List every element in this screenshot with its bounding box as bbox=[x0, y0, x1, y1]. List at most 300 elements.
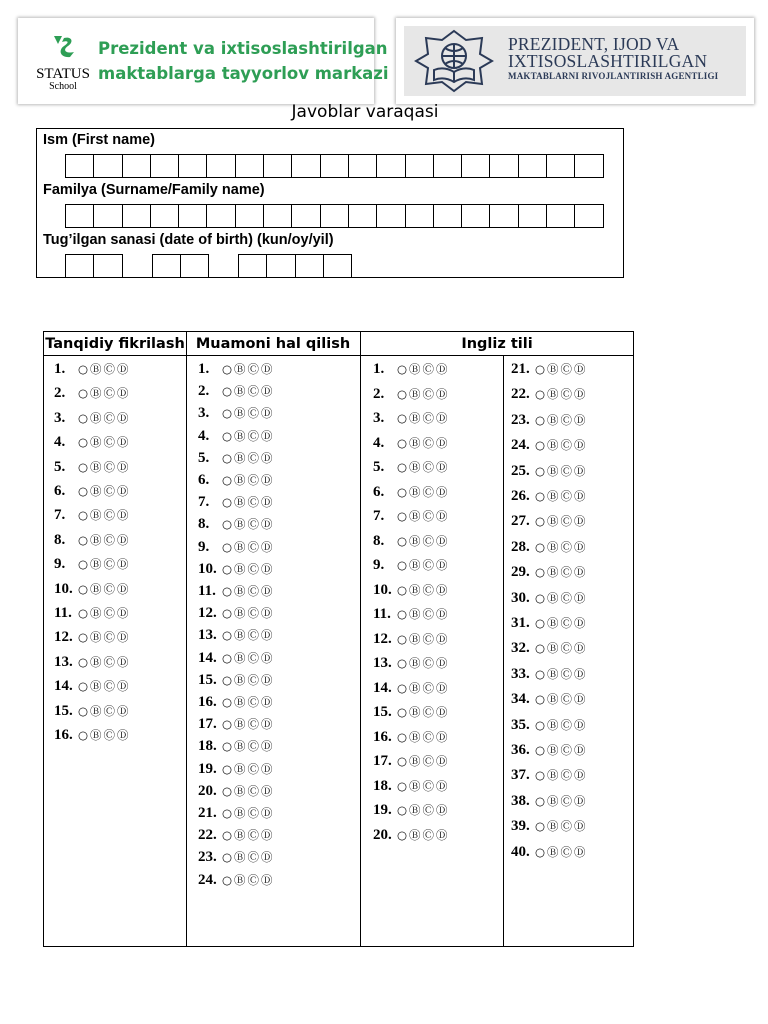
answer-bubble-d[interactable]: Ⓓ bbox=[261, 517, 273, 532]
answer-bubble-b[interactable]: Ⓑ bbox=[234, 539, 246, 554]
answer-bubble-d[interactable]: Ⓓ bbox=[261, 384, 273, 399]
answer-bubble-a[interactable]: ○ bbox=[535, 844, 546, 859]
letter-box[interactable] bbox=[178, 204, 207, 228]
answer-bubble-a[interactable]: ○ bbox=[222, 539, 233, 554]
answer-bubble-a[interactable]: ○ bbox=[397, 484, 408, 499]
answer-bubble-a[interactable]: ○ bbox=[535, 616, 546, 630]
answer-bubble-b[interactable]: Ⓑ bbox=[234, 806, 246, 820]
letter-box[interactable] bbox=[93, 254, 122, 278]
answer-bubble-c[interactable]: Ⓒ bbox=[560, 768, 573, 783]
answer-bubble-a[interactable]: ○ bbox=[397, 362, 408, 376]
answer-bubble-a[interactable]: ○ bbox=[222, 584, 233, 598]
answer-bubble-b[interactable]: Ⓑ bbox=[90, 606, 102, 620]
answer-bubble-c[interactable]: Ⓒ bbox=[103, 703, 116, 718]
answer-bubble-a[interactable]: ○ bbox=[78, 532, 89, 547]
answer-bubble-b[interactable]: Ⓑ bbox=[547, 666, 559, 681]
answer-bubble-b[interactable]: Ⓑ bbox=[547, 844, 559, 859]
answer-bubble-d[interactable]: Ⓓ bbox=[261, 761, 273, 776]
answer-bubble-b[interactable]: Ⓑ bbox=[547, 793, 559, 808]
answer-bubble-a[interactable]: ○ bbox=[222, 850, 233, 865]
answer-bubble-b[interactable]: Ⓑ bbox=[409, 435, 421, 450]
answer-bubble-a[interactable]: ○ bbox=[222, 739, 233, 754]
letter-box[interactable] bbox=[461, 204, 490, 228]
letter-box[interactable] bbox=[180, 254, 209, 278]
answer-bubble-d[interactable]: Ⓓ bbox=[436, 631, 448, 646]
answer-bubble-a[interactable]: ○ bbox=[397, 607, 408, 621]
answer-bubble-a[interactable]: ○ bbox=[397, 509, 408, 523]
answer-bubble-c[interactable]: Ⓒ bbox=[103, 386, 116, 401]
answer-bubble-d[interactable]: Ⓓ bbox=[117, 532, 129, 547]
answer-bubble-c[interactable]: Ⓒ bbox=[422, 631, 435, 646]
answer-bubble-d[interactable]: Ⓓ bbox=[261, 828, 273, 843]
answer-bubble-b[interactable]: Ⓑ bbox=[409, 582, 421, 597]
letter-box[interactable] bbox=[461, 154, 490, 178]
answer-bubble-d[interactable]: Ⓓ bbox=[436, 460, 448, 474]
answer-bubble-d[interactable]: Ⓓ bbox=[117, 679, 129, 694]
answer-bubble-c[interactable]: Ⓒ bbox=[247, 695, 260, 709]
answer-bubble-d[interactable]: Ⓓ bbox=[261, 495, 273, 510]
answer-bubble-a[interactable]: ○ bbox=[78, 386, 89, 401]
answer-bubble-c[interactable]: Ⓒ bbox=[247, 406, 260, 421]
letter-box[interactable] bbox=[518, 204, 547, 228]
answer-bubble-c[interactable]: Ⓒ bbox=[422, 803, 435, 817]
answer-bubble-d[interactable]: Ⓓ bbox=[261, 872, 273, 887]
answer-bubble-b[interactable]: Ⓑ bbox=[90, 581, 102, 596]
answer-bubble-d[interactable]: Ⓓ bbox=[436, 558, 448, 572]
answer-bubble-b[interactable]: Ⓑ bbox=[547, 438, 559, 453]
answer-bubble-a[interactable]: ○ bbox=[78, 606, 89, 620]
letter-box[interactable] bbox=[405, 154, 434, 178]
answer-bubble-c[interactable]: Ⓒ bbox=[103, 630, 116, 645]
answer-bubble-d[interactable]: Ⓓ bbox=[436, 705, 448, 719]
answer-bubble-a[interactable]: ○ bbox=[222, 828, 233, 843]
answer-bubble-c[interactable]: Ⓒ bbox=[103, 435, 116, 450]
answer-bubble-a[interactable]: ○ bbox=[78, 654, 89, 669]
answer-bubble-c[interactable]: Ⓒ bbox=[247, 539, 260, 554]
answer-bubble-d[interactable]: Ⓓ bbox=[261, 783, 273, 798]
answer-bubble-b[interactable]: Ⓑ bbox=[234, 828, 246, 843]
answer-bubble-b[interactable]: Ⓑ bbox=[409, 362, 421, 376]
answer-bubble-b[interactable]: Ⓑ bbox=[409, 460, 421, 474]
answer-bubble-b[interactable]: Ⓑ bbox=[234, 872, 246, 887]
answer-bubble-c[interactable]: Ⓒ bbox=[422, 558, 435, 572]
answer-bubble-b[interactable]: Ⓑ bbox=[234, 450, 246, 465]
answer-bubble-a[interactable]: ○ bbox=[535, 768, 546, 783]
answer-bubble-d[interactable]: Ⓓ bbox=[574, 666, 586, 681]
answer-bubble-b[interactable]: Ⓑ bbox=[234, 362, 246, 376]
answer-bubble-d[interactable]: Ⓓ bbox=[261, 406, 273, 421]
answer-bubble-c[interactable]: Ⓒ bbox=[422, 607, 435, 621]
answer-bubble-c[interactable]: Ⓒ bbox=[560, 539, 573, 554]
letter-box[interactable] bbox=[150, 204, 179, 228]
answer-bubble-c[interactable]: Ⓒ bbox=[422, 778, 435, 793]
answer-bubble-a[interactable]: ○ bbox=[535, 666, 546, 681]
answer-bubble-c[interactable]: Ⓒ bbox=[422, 411, 435, 425]
answer-bubble-c[interactable]: Ⓒ bbox=[560, 565, 573, 580]
answer-bubble-b[interactable]: Ⓑ bbox=[409, 827, 421, 842]
answer-bubble-c[interactable]: Ⓒ bbox=[103, 654, 116, 669]
answer-bubble-d[interactable]: Ⓓ bbox=[261, 672, 273, 687]
answer-bubble-d[interactable]: Ⓓ bbox=[436, 827, 448, 842]
answer-bubble-d[interactable]: Ⓓ bbox=[574, 793, 586, 808]
answer-bubble-c[interactable]: Ⓒ bbox=[247, 362, 260, 376]
letter-box[interactable] bbox=[405, 204, 434, 228]
answer-bubble-b[interactable]: Ⓑ bbox=[409, 607, 421, 621]
answer-bubble-d[interactable]: Ⓓ bbox=[574, 641, 586, 656]
answer-bubble-b[interactable]: Ⓑ bbox=[547, 819, 559, 834]
answer-bubble-a[interactable]: ○ bbox=[535, 438, 546, 453]
answer-bubble-d[interactable]: Ⓓ bbox=[261, 428, 273, 443]
answer-bubble-a[interactable]: ○ bbox=[535, 743, 546, 757]
answer-bubble-d[interactable]: Ⓓ bbox=[574, 514, 586, 529]
answer-bubble-d[interactable]: Ⓓ bbox=[117, 435, 129, 450]
answer-bubble-d[interactable]: Ⓓ bbox=[261, 628, 273, 643]
answer-bubble-c[interactable]: Ⓒ bbox=[422, 582, 435, 597]
answer-bubble-c[interactable]: Ⓒ bbox=[560, 717, 573, 732]
answer-bubble-d[interactable]: Ⓓ bbox=[436, 656, 448, 670]
answer-bubble-c[interactable]: Ⓒ bbox=[560, 743, 573, 757]
answer-bubble-a[interactable]: ○ bbox=[222, 806, 233, 820]
answer-bubble-a[interactable]: ○ bbox=[397, 631, 408, 646]
answer-bubble-b[interactable]: Ⓑ bbox=[409, 680, 421, 695]
answer-bubble-c[interactable]: Ⓒ bbox=[103, 557, 116, 572]
answer-bubble-c[interactable]: Ⓒ bbox=[560, 514, 573, 529]
answer-bubble-a[interactable]: ○ bbox=[78, 508, 89, 523]
letter-box[interactable] bbox=[518, 154, 547, 178]
answer-bubble-a[interactable]: ○ bbox=[78, 728, 89, 742]
answer-bubble-c[interactable]: Ⓒ bbox=[560, 412, 573, 427]
answer-bubble-b[interactable]: Ⓑ bbox=[234, 473, 246, 487]
answer-bubble-b[interactable]: Ⓑ bbox=[234, 561, 246, 576]
answer-bubble-c[interactable]: Ⓒ bbox=[103, 362, 116, 376]
letter-box[interactable] bbox=[263, 204, 292, 228]
answer-bubble-d[interactable]: Ⓓ bbox=[261, 739, 273, 754]
answer-bubble-a[interactable]: ○ bbox=[397, 705, 408, 719]
answer-bubble-c[interactable]: Ⓒ bbox=[422, 754, 435, 768]
answer-bubble-d[interactable]: Ⓓ bbox=[117, 654, 129, 669]
answer-bubble-a[interactable]: ○ bbox=[397, 435, 408, 450]
answer-bubble-d[interactable]: Ⓓ bbox=[574, 463, 586, 478]
answer-bubble-d[interactable]: Ⓓ bbox=[574, 438, 586, 453]
answer-bubble-c[interactable]: Ⓒ bbox=[422, 460, 435, 474]
answer-bubble-b[interactable]: Ⓑ bbox=[409, 705, 421, 719]
answer-bubble-b[interactable]: Ⓑ bbox=[90, 679, 102, 694]
answer-bubble-c[interactable]: Ⓒ bbox=[103, 532, 116, 547]
answer-bubble-b[interactable]: Ⓑ bbox=[90, 532, 102, 547]
answer-bubble-a[interactable]: ○ bbox=[222, 450, 233, 465]
answer-bubble-b[interactable]: Ⓑ bbox=[547, 362, 559, 376]
answer-bubble-d[interactable]: Ⓓ bbox=[117, 362, 129, 376]
answer-bubble-d[interactable]: Ⓓ bbox=[261, 717, 273, 732]
answer-bubble-c[interactable]: Ⓒ bbox=[422, 435, 435, 450]
answer-bubble-c[interactable]: Ⓒ bbox=[560, 616, 573, 630]
answer-bubble-c[interactable]: Ⓒ bbox=[247, 739, 260, 754]
answer-bubble-d[interactable]: Ⓓ bbox=[574, 387, 586, 402]
answer-bubble-a[interactable]: ○ bbox=[222, 717, 233, 732]
answer-bubble-c[interactable]: Ⓒ bbox=[247, 828, 260, 843]
answer-bubble-d[interactable]: Ⓓ bbox=[261, 473, 273, 487]
letter-box[interactable] bbox=[320, 204, 349, 228]
answer-bubble-b[interactable]: Ⓑ bbox=[234, 717, 246, 732]
letter-box[interactable] bbox=[348, 204, 377, 228]
answer-bubble-d[interactable]: Ⓓ bbox=[261, 650, 273, 665]
answer-bubble-d[interactable]: Ⓓ bbox=[261, 806, 273, 820]
answer-bubble-c[interactable]: Ⓒ bbox=[247, 628, 260, 643]
letter-box[interactable] bbox=[150, 154, 179, 178]
answer-bubble-d[interactable]: Ⓓ bbox=[117, 484, 129, 498]
answer-bubble-b[interactable]: Ⓑ bbox=[547, 641, 559, 656]
answer-bubble-d[interactable]: Ⓓ bbox=[261, 362, 273, 376]
letter-box[interactable] bbox=[295, 254, 324, 278]
answer-bubble-a[interactable]: ○ bbox=[535, 793, 546, 808]
answer-bubble-c[interactable]: Ⓒ bbox=[560, 844, 573, 859]
answer-bubble-a[interactable]: ○ bbox=[535, 412, 546, 427]
answer-bubble-b[interactable]: Ⓑ bbox=[90, 508, 102, 523]
answer-bubble-c[interactable]: Ⓒ bbox=[422, 705, 435, 719]
letter-box[interactable] bbox=[266, 254, 295, 278]
answer-bubble-c[interactable]: Ⓒ bbox=[103, 484, 116, 498]
answer-bubble-c[interactable]: Ⓒ bbox=[422, 362, 435, 376]
answer-bubble-c[interactable]: Ⓒ bbox=[247, 872, 260, 887]
answer-bubble-b[interactable]: Ⓑ bbox=[234, 695, 246, 709]
answer-bubble-b[interactable]: Ⓑ bbox=[547, 514, 559, 529]
answer-bubble-b[interactable]: Ⓑ bbox=[547, 768, 559, 783]
answer-bubble-a[interactable]: ○ bbox=[535, 362, 546, 376]
letter-box[interactable] bbox=[235, 154, 264, 178]
letter-box[interactable] bbox=[65, 154, 94, 178]
answer-bubble-a[interactable]: ○ bbox=[397, 533, 408, 548]
answer-bubble-b[interactable]: Ⓑ bbox=[90, 728, 102, 742]
answer-bubble-d[interactable]: Ⓓ bbox=[574, 362, 586, 376]
answer-bubble-d[interactable]: Ⓓ bbox=[261, 561, 273, 576]
answer-bubble-a[interactable]: ○ bbox=[78, 557, 89, 572]
answer-bubble-d[interactable]: Ⓓ bbox=[574, 565, 586, 580]
letter-box[interactable] bbox=[489, 154, 518, 178]
answer-bubble-c[interactable]: Ⓒ bbox=[103, 606, 116, 620]
answer-bubble-c[interactable]: Ⓒ bbox=[422, 680, 435, 695]
answer-bubble-b[interactable]: Ⓑ bbox=[234, 650, 246, 665]
answer-bubble-a[interactable]: ○ bbox=[222, 362, 233, 376]
answer-bubble-c[interactable]: Ⓒ bbox=[247, 517, 260, 532]
answer-bubble-c[interactable]: Ⓒ bbox=[103, 679, 116, 694]
answer-bubble-b[interactable]: Ⓑ bbox=[409, 754, 421, 768]
answer-bubble-d[interactable]: Ⓓ bbox=[117, 606, 129, 620]
answer-bubble-a[interactable]: ○ bbox=[397, 411, 408, 425]
answer-bubble-c[interactable]: Ⓒ bbox=[103, 581, 116, 596]
answer-bubble-a[interactable]: ○ bbox=[78, 484, 89, 498]
answer-bubble-b[interactable]: Ⓑ bbox=[409, 729, 421, 744]
answer-bubble-b[interactable]: Ⓑ bbox=[90, 410, 102, 425]
answer-bubble-c[interactable]: Ⓒ bbox=[422, 533, 435, 548]
answer-bubble-b[interactable]: Ⓑ bbox=[234, 406, 246, 421]
answer-bubble-b[interactable]: Ⓑ bbox=[409, 533, 421, 548]
answer-bubble-b[interactable]: Ⓑ bbox=[234, 495, 246, 510]
answer-bubble-c[interactable]: Ⓒ bbox=[422, 827, 435, 842]
letter-box[interactable] bbox=[178, 154, 207, 178]
answer-bubble-a[interactable]: ○ bbox=[397, 558, 408, 572]
answer-bubble-c[interactable]: Ⓒ bbox=[422, 484, 435, 499]
answer-bubble-d[interactable]: Ⓓ bbox=[574, 616, 586, 630]
answer-bubble-c[interactable]: Ⓒ bbox=[560, 692, 573, 707]
answer-bubble-c[interactable]: Ⓒ bbox=[103, 508, 116, 523]
letter-box[interactable] bbox=[93, 204, 122, 228]
answer-bubble-c[interactable]: Ⓒ bbox=[247, 850, 260, 865]
letter-box[interactable] bbox=[152, 254, 181, 278]
answer-bubble-d[interactable]: Ⓓ bbox=[117, 703, 129, 718]
letter-box[interactable] bbox=[489, 204, 518, 228]
letter-box[interactable] bbox=[323, 254, 352, 278]
answer-bubble-b[interactable]: Ⓑ bbox=[409, 631, 421, 646]
letter-box[interactable] bbox=[433, 204, 462, 228]
answer-bubble-c[interactable]: Ⓒ bbox=[247, 672, 260, 687]
answer-bubble-d[interactable]: Ⓓ bbox=[574, 412, 586, 427]
letter-box[interactable] bbox=[546, 154, 575, 178]
answer-bubble-d[interactable]: Ⓓ bbox=[261, 450, 273, 465]
answer-bubble-c[interactable]: Ⓒ bbox=[247, 428, 260, 443]
answer-bubble-a[interactable]: ○ bbox=[222, 384, 233, 399]
answer-bubble-c[interactable]: Ⓒ bbox=[247, 584, 260, 598]
letter-box[interactable] bbox=[291, 154, 320, 178]
answer-bubble-a[interactable]: ○ bbox=[535, 463, 546, 478]
answer-bubble-b[interactable]: Ⓑ bbox=[234, 628, 246, 643]
answer-bubble-c[interactable]: Ⓒ bbox=[560, 793, 573, 808]
answer-bubble-a[interactable]: ○ bbox=[222, 428, 233, 443]
answer-bubble-b[interactable]: Ⓑ bbox=[234, 384, 246, 399]
answer-bubble-a[interactable]: ○ bbox=[397, 803, 408, 817]
answer-bubble-a[interactable]: ○ bbox=[535, 387, 546, 402]
answer-bubble-b[interactable]: Ⓑ bbox=[409, 509, 421, 523]
answer-bubble-d[interactable]: Ⓓ bbox=[574, 743, 586, 757]
answer-bubble-c[interactable]: Ⓒ bbox=[103, 459, 116, 474]
answer-bubble-d[interactable]: Ⓓ bbox=[574, 768, 586, 783]
answer-bubble-c[interactable]: Ⓒ bbox=[422, 656, 435, 670]
answer-bubble-b[interactable]: Ⓑ bbox=[409, 558, 421, 572]
answer-bubble-a[interactable]: ○ bbox=[397, 460, 408, 474]
answer-bubble-d[interactable]: Ⓓ bbox=[117, 630, 129, 645]
letter-box[interactable] bbox=[263, 154, 292, 178]
answer-bubble-a[interactable]: ○ bbox=[78, 459, 89, 474]
letter-box[interactable] bbox=[93, 154, 122, 178]
answer-bubble-d[interactable]: Ⓓ bbox=[436, 386, 448, 401]
answer-bubble-a[interactable]: ○ bbox=[535, 489, 546, 503]
answer-bubble-a[interactable]: ○ bbox=[222, 872, 233, 887]
answer-bubble-b[interactable]: Ⓑ bbox=[90, 557, 102, 572]
answer-bubble-a[interactable]: ○ bbox=[397, 680, 408, 695]
answer-bubble-b[interactable]: Ⓑ bbox=[234, 517, 246, 532]
answer-bubble-d[interactable]: Ⓓ bbox=[436, 729, 448, 744]
answer-bubble-b[interactable]: Ⓑ bbox=[90, 362, 102, 376]
answer-bubble-d[interactable]: Ⓓ bbox=[574, 489, 586, 503]
answer-bubble-b[interactable]: Ⓑ bbox=[547, 743, 559, 757]
answer-bubble-a[interactable]: ○ bbox=[397, 386, 408, 401]
answer-bubble-d[interactable]: Ⓓ bbox=[261, 539, 273, 554]
answer-bubble-d[interactable]: Ⓓ bbox=[117, 581, 129, 596]
answer-bubble-a[interactable]: ○ bbox=[535, 514, 546, 529]
answer-bubble-c[interactable]: Ⓒ bbox=[247, 473, 260, 487]
answer-bubble-a[interactable]: ○ bbox=[78, 581, 89, 596]
answer-bubble-d[interactable]: Ⓓ bbox=[574, 692, 586, 707]
answer-bubble-d[interactable]: Ⓓ bbox=[117, 557, 129, 572]
answer-bubble-d[interactable]: Ⓓ bbox=[436, 533, 448, 548]
answer-bubble-a[interactable]: ○ bbox=[222, 672, 233, 687]
answer-bubble-a[interactable]: ○ bbox=[222, 517, 233, 532]
answer-bubble-b[interactable]: Ⓑ bbox=[234, 584, 246, 598]
answer-bubble-a[interactable]: ○ bbox=[222, 406, 233, 421]
answer-bubble-d[interactable]: Ⓓ bbox=[436, 607, 448, 621]
answer-bubble-b[interactable]: Ⓑ bbox=[547, 489, 559, 503]
answer-bubble-b[interactable]: Ⓑ bbox=[90, 703, 102, 718]
answer-bubble-b[interactable]: Ⓑ bbox=[547, 717, 559, 732]
answer-bubble-a[interactable]: ○ bbox=[222, 783, 233, 798]
answer-bubble-d[interactable]: Ⓓ bbox=[261, 695, 273, 709]
answer-bubble-c[interactable]: Ⓒ bbox=[560, 438, 573, 453]
answer-bubble-a[interactable]: ○ bbox=[78, 679, 89, 694]
answer-bubble-a[interactable]: ○ bbox=[397, 729, 408, 744]
answer-bubble-a[interactable]: ○ bbox=[222, 761, 233, 776]
answer-bubble-b[interactable]: Ⓑ bbox=[547, 463, 559, 478]
letter-box[interactable] bbox=[433, 154, 462, 178]
answer-bubble-c[interactable]: Ⓒ bbox=[247, 783, 260, 798]
answer-bubble-b[interactable]: Ⓑ bbox=[90, 484, 102, 498]
answer-bubble-c[interactable]: Ⓒ bbox=[422, 386, 435, 401]
answer-bubble-d[interactable]: Ⓓ bbox=[261, 584, 273, 598]
answer-bubble-b[interactable]: Ⓑ bbox=[547, 387, 559, 402]
answer-bubble-c[interactable]: Ⓒ bbox=[422, 509, 435, 523]
answer-bubble-c[interactable]: Ⓒ bbox=[103, 728, 116, 742]
answer-bubble-a[interactable]: ○ bbox=[397, 827, 408, 842]
answer-bubble-b[interactable]: Ⓑ bbox=[409, 656, 421, 670]
answer-bubble-b[interactable]: Ⓑ bbox=[234, 672, 246, 687]
letter-box[interactable] bbox=[238, 254, 267, 278]
answer-bubble-a[interactable]: ○ bbox=[222, 628, 233, 643]
answer-bubble-d[interactable]: Ⓓ bbox=[574, 844, 586, 859]
answer-bubble-d[interactable]: Ⓓ bbox=[436, 680, 448, 695]
answer-bubble-b[interactable]: Ⓑ bbox=[234, 850, 246, 865]
answer-bubble-a[interactable]: ○ bbox=[535, 539, 546, 554]
answer-bubble-c[interactable]: Ⓒ bbox=[560, 489, 573, 503]
answer-bubble-b[interactable]: Ⓑ bbox=[409, 803, 421, 817]
answer-bubble-a[interactable]: ○ bbox=[397, 656, 408, 670]
answer-bubble-b[interactable]: Ⓑ bbox=[234, 428, 246, 443]
answer-bubble-d[interactable]: Ⓓ bbox=[436, 484, 448, 499]
answer-bubble-b[interactable]: Ⓑ bbox=[234, 783, 246, 798]
answer-bubble-b[interactable]: Ⓑ bbox=[547, 692, 559, 707]
answer-bubble-a[interactable]: ○ bbox=[222, 650, 233, 665]
answer-bubble-b[interactable]: Ⓑ bbox=[90, 630, 102, 645]
answer-bubble-c[interactable]: Ⓒ bbox=[560, 641, 573, 656]
answer-bubble-a[interactable]: ○ bbox=[78, 362, 89, 376]
answer-bubble-d[interactable]: Ⓓ bbox=[117, 410, 129, 425]
answer-bubble-a[interactable]: ○ bbox=[222, 606, 233, 621]
answer-bubble-a[interactable]: ○ bbox=[397, 754, 408, 768]
answer-bubble-c[interactable]: Ⓒ bbox=[247, 450, 260, 465]
answer-bubble-d[interactable]: Ⓓ bbox=[117, 459, 129, 474]
answer-bubble-a[interactable]: ○ bbox=[535, 692, 546, 707]
answer-bubble-a[interactable]: ○ bbox=[78, 435, 89, 450]
answer-bubble-a[interactable]: ○ bbox=[78, 410, 89, 425]
letter-box[interactable] bbox=[65, 204, 94, 228]
letter-box[interactable] bbox=[574, 204, 603, 228]
letter-box[interactable] bbox=[574, 154, 603, 178]
answer-bubble-d[interactable]: Ⓓ bbox=[574, 717, 586, 732]
answer-bubble-b[interactable]: Ⓑ bbox=[90, 654, 102, 669]
letter-box[interactable] bbox=[206, 204, 235, 228]
answer-bubble-b[interactable]: Ⓑ bbox=[234, 739, 246, 754]
answer-bubble-a[interactable]: ○ bbox=[535, 565, 546, 580]
answer-bubble-c[interactable]: Ⓒ bbox=[247, 606, 260, 621]
answer-bubble-b[interactable]: Ⓑ bbox=[90, 459, 102, 474]
answer-bubble-d[interactable]: Ⓓ bbox=[574, 539, 586, 554]
